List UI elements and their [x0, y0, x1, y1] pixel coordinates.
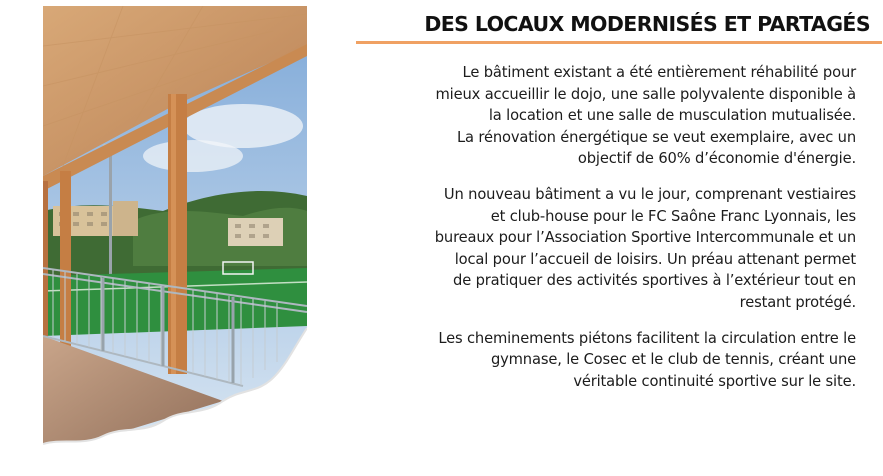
text-line: La rénovation énergétique se veut exemplaire, avec un — [457, 128, 856, 146]
body-text — [318, 62, 856, 406]
text-line: Les cheminements piétons facilitent la circulation entre le — [438, 329, 856, 347]
title-underline — [356, 41, 882, 44]
text-line: local pour l’accueil de loisirs. Un préau attenant permet — [454, 250, 856, 268]
text-line: Le bâtiment existant a été entièrement réhabilité pour — [462, 64, 856, 81]
section-title: DES LOCAUX MODERNISÉS ET PARTAGÉS — [424, 12, 870, 36]
paragraph-pedestrian-paths — [318, 328, 856, 393]
text-line: véritable continuité sportive sur le site. — [573, 372, 856, 390]
text-line: de pratiquer des activités sportives à l’extérieur tout en — [453, 272, 856, 290]
paragraph-new-building — [318, 184, 856, 314]
text-line: bureaux pour l’Association Sportive Intercommunale et un — [434, 229, 856, 247]
text-line: objectif de 60% d’économie d'énergie. — [577, 150, 856, 168]
text-line: gymnase, le Cosec et le club de tennis, créant une — [490, 351, 856, 369]
stadium-veranda-photo — [43, 6, 307, 456]
photo-illustration — [43, 6, 307, 456]
text-line: Un nouveau bâtiment a vu le jour, comprenant vestiaires — [443, 185, 856, 203]
text-line: et club-house pour le FC Saône Franc Lyonnais, les — [490, 207, 856, 225]
text-line: mieux accueillir le dojo, une salle polyvalente disponible à — [435, 85, 856, 103]
text-line: la location et une salle de musculation mutualisée. — [488, 107, 856, 125]
text-line: restant protégé. — [739, 293, 856, 311]
paragraph-renovation — [318, 62, 856, 170]
